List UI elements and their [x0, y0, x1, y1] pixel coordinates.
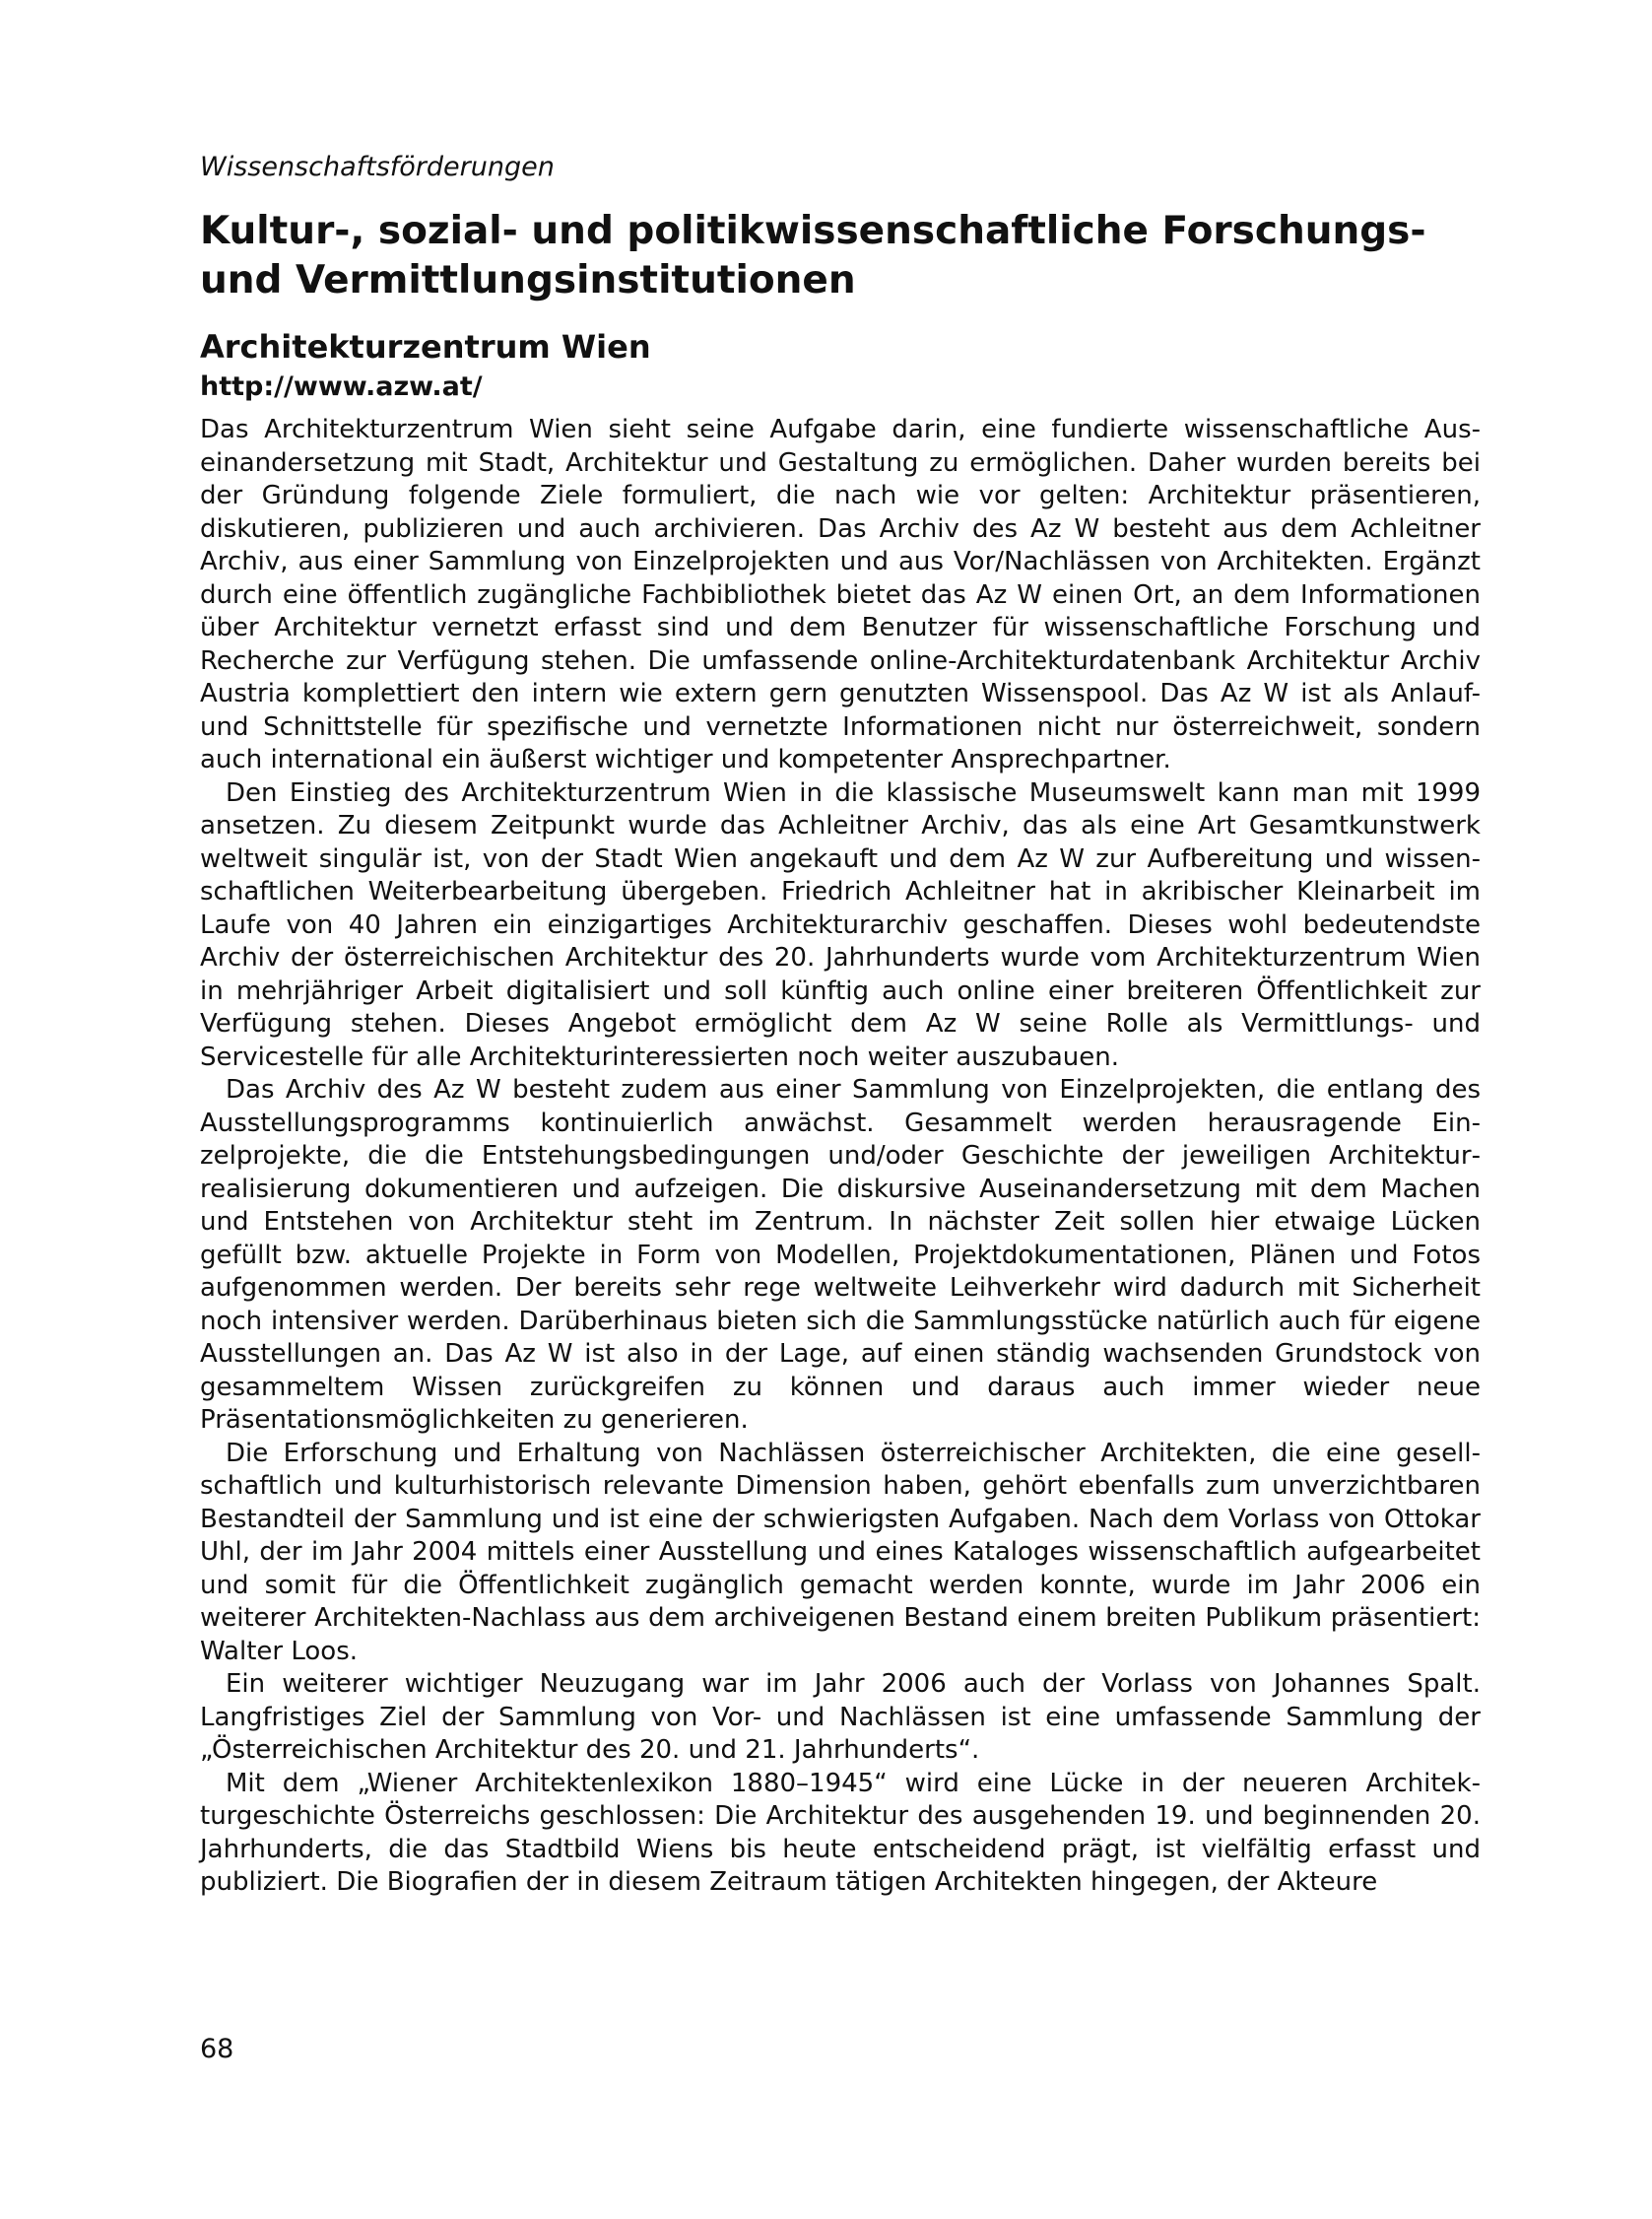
- paragraph: Mit dem „Wiener Architektenlexikon 1880–1945“ wird eine Lücke in der neueren Architekturgeschichte Österreichs geschlossen: Die Architektur des ausgehenden 19. und beginnenden 20. Jahrhunderts, die das Stadtbild Wiens bis heute entscheidend prägt, ist vielfältig erfasst und publiziert. Die Biografien der in diesem Zeitraum tätigen Architekten hingegen, der Akteure: [200, 1768, 1481, 1897]
- body-text: [200, 414, 1481, 1900]
- page-number: 68: [200, 2034, 234, 2064]
- institution-name: Architekturzentrum Wien: [200, 328, 651, 366]
- paragraph: Den Einstieg des Architekturzentrum Wien in die klassische Museumswelt kann man mit 1999 ansetzen. Zu diesem Zeitpunkt wurde das Achleitner Archiv, das als eine Art Gesamtkunstwerk weltweit singulär ist, von der Stadt Wien angekauft und dem Az W zur Aufbereitung und wissenschaftlichen Weiterbearbeitung übergeben. Friedrich Achleitner hat in akribischer Kleinarbeit im Laufe von 40 Jahren ein einzigartiges Architekturarchiv geschaffen. Dieses wohl bedeutendste Archiv der österreichischen Architektur des 20. Jahrhunderts wurde vom Architekturzentrum Wien in mehrjähriger Arbeit digitalisiert und soll künftig auch online einer breiteren Öffentlichkeit zur Verfügung stehen. Dieses Angebot ermöglicht dem Az W seine Rolle als Vermittlungs- und Servicestelle für alle Architekturinteressierten noch weiter auszubauen.: [200, 777, 1481, 1072]
- paragraph: Das Archiv des Az W besteht zudem aus einer Sammlung von Einzelprojekten, die entlang des Ausstellungsprogramms kontinuierlich anwächst. Gesammelt werden herausragende Einzelprojekte, die die Entstehungsbedingungen und/oder Geschichte der jeweiligen Architekturrealisierung dokumentieren und aufzeigen. Die diskursive Auseinandersetzung mit dem Machen und Entstehen von Architektur steht im Zentrum. In nächster Zeit sollen hier etwaige Lücken gefüllt bzw. aktuelle Projekte in Form von Modellen, Projektdokumentationen, Plänen und Fotos aufgenommen werden. Der bereits sehr rege weltweite Leihverkehr wird dadurch mit Sicherheit noch intensiver werden. Darüberhinaus bieten sich die Sammlungsstücke natürlich auch für eigene Ausstellungen an. Das Az W ist also in der Lage, auf einen ständig wachsenden Grundstock von gesammeltem Wissen zurückgreifen zu können und daraus auch immer wieder neue Präsentationsmöglichkeiten zu generieren.: [200, 1075, 1481, 1435]
- institution-url: http://www.azw.at/: [200, 371, 483, 402]
- paragraph: Das Architekturzentrum Wien sieht seine Aufgabe darin, eine fundierte wissenschaftliche Auseinandersetzung mit Stadt, Architektur und Gestaltung zu ermöglichen. Daher wurden bereits bei der Gründung folgende Ziele formuliert, die nach wie vor gelten: Architektur präsentieren, diskutieren, publizieren und auch archivieren. Das Archiv des Az W besteht aus dem Achleitner Archiv, aus einer Sammlung von Einzelprojekten und aus Vor/Nachlässen von Architekten. Ergänzt durch eine öffentlich zugängliche Fachbibliothek bietet das Az W einen Ort, an dem Informationen über Architektur vernetzt erfasst sind und dem Benutzer für wissenschaftliche Forschung und Recherche zur Verfügung stehen. Die umfassende online-Architekturdatenbank Architektur Archiv Austria komplettiert den intern wie extern gern genutzten Wissenspool. Das Az W ist als Anlauf- und Schnittstelle für spezifische und vernetzte Informationen nicht nur österreichweit, sondern auch international ein äußerst wichtiger und kompetenter Ansprechpartner.: [200, 415, 1481, 774]
- paragraph: Die Erforschung und Erhaltung von Nachlässen österreichischer Architekten, die eine gesellschaftlich und kulturhistorisch relevante Dimension haben, gehört ebenfalls zum unverzichtbaren Bestandteil der Sammlung und ist eine der schwierigsten Aufgaben. Nach dem Vorlass von Ottokar Uhl, der im Jahr 2004 mittels einer Ausstellung und eines Kataloges wissenschaftlich aufgearbeitet und somit für die Öffentlichkeit zugänglich gemacht werden konnte, wurde im Jahr 2006 ein weiterer Architekten-Nachlass aus dem archiveigenen Bestand einem breiten Publikum präsentiert: Walter Loos.: [200, 1438, 1481, 1666]
- section-title: Kultur-, sozial- und politikwissenschaftliche Forschungs- und Vermittlungsinstitutionen: [200, 209, 1426, 303]
- running-head: Wissenschaftsförderungen: [200, 152, 555, 182]
- paragraph: Ein weiterer wichtiger Neuzugang war im Jahr 2006 auch der Vorlass von Johannes Spalt. Langfristiges Ziel der Sammlung von Vor- und Nachlässen ist eine umfassende Sammlung der „Österreichischen Architektur des 20. und 21. Jahrhunderts“.: [200, 1669, 1481, 1765]
- page-content: [200, 148, 1481, 1900]
